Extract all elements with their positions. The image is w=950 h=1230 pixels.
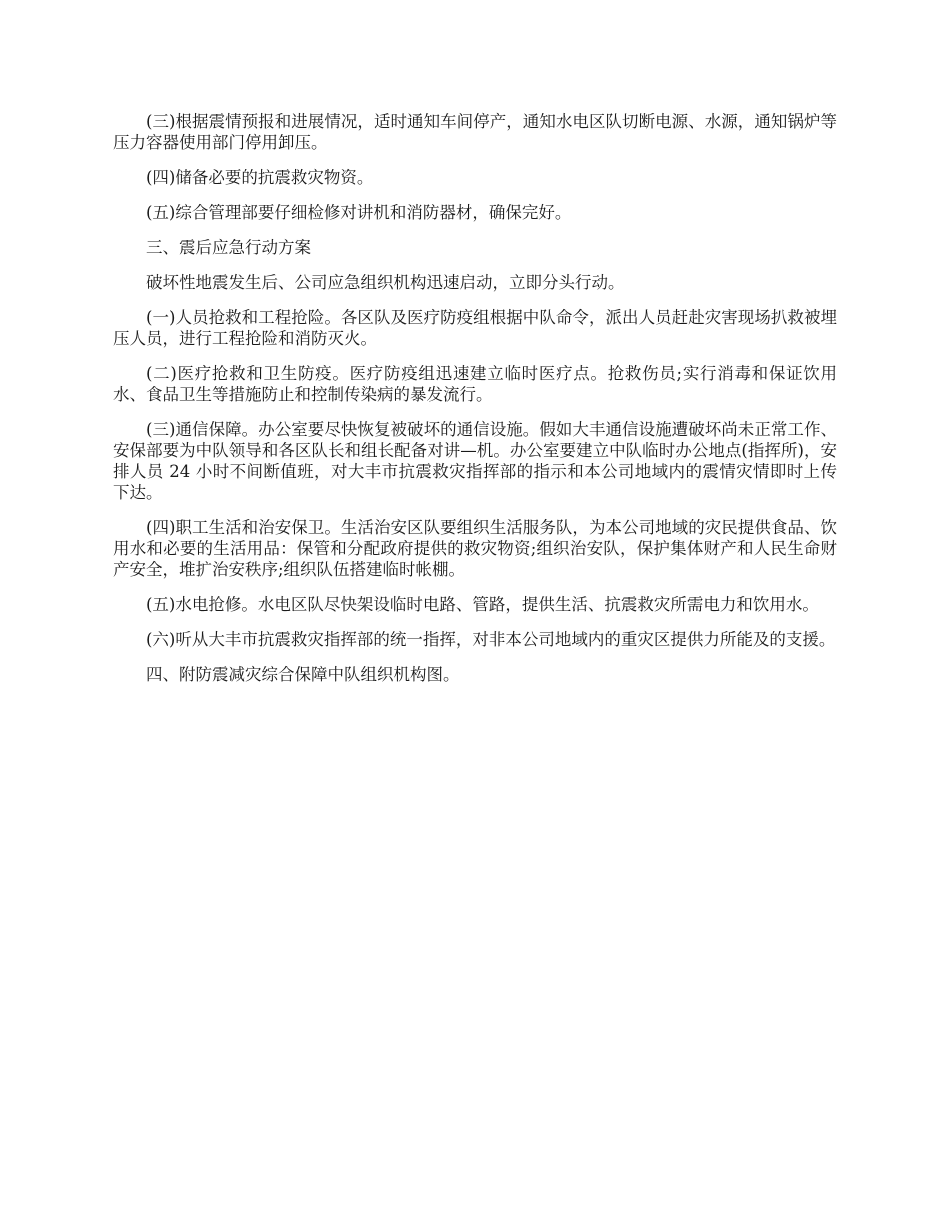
paragraph-emergency-start: 破坏性地震发生后、公司应急组织机构迅速启动，立即分头行动。 — [146, 273, 625, 292]
paragraph-living-security: (四)职工生活和治安保卫。生活治安区队要组织生活服务队，为本公司地域的灾民提供食品、饮用水和必要的生活用品：保管和分配政府提供的救灾物资;组织治安队，保护集体财产和人民生命财产安全，堆扩治安秩序;组织队伍搭建临时帐棚。 — [113, 518, 837, 579]
paragraph-notify-shutdown: (三)根据震情预报和进展情况，适时通知车间停产，通知水电区队切断电源、水源，通知锅炉等压力容器使用部门停用卸压。 — [113, 112, 837, 152]
paragraph-communications: (三)通信保障。办公室要尽快恢复被破坏的通信设施。假如大丰通信设施遭破坏尚未正常工作、安保部要为中队领导和各区队长和组长配备对讲—机。办公室要建立中队临时办公地点(指挥所)，安排人员 24 小时不间断值班，对大丰市抗震救灾指挥部的指示和本公司地域内的震情灾情即时上传下达。 — [113, 420, 837, 502]
paragraph-inspect-equipment: (五)综合管理部要仔细检修对讲机和消防器材，确保完好。 — [146, 203, 572, 222]
paragraph-rescue: (一)人员抢救和工程抢险。各区队及医疗防疫组根据中队命令，派出人员赶赴灾害现场扒救被埋压人员，进行工程抢险和消防灭火。 — [113, 308, 837, 348]
paragraph-utility-repair: (五)水电抢修。水电区队尽快架设临时电路、管路，提供生活、抗震救灾所需电力和饮用水。 — [146, 595, 819, 614]
paragraph-medical: (二)医疗抢救和卫生防疫。医疗防疫组迅速建立临时医疗点。抢救伤员;实行消毒和保证饮用水、食品卫生等措施防止和控制传染病的暴发流行。 — [113, 364, 837, 404]
paragraph-support: (六)听从大丰市抗震救灾指挥部的统一指挥，对非本公司地域内的重灾区提供力所能及的支援。 — [146, 630, 836, 649]
document-body — [113, 111, 837, 699]
section-heading-post-quake-plan: 三、震后应急行动方案 — [146, 238, 311, 257]
section-heading-org-chart: 四、附防震减灾综合保障中队组织机构图。 — [146, 665, 460, 684]
paragraph-reserve-supplies: (四)储备必要的抗震救灾物资。 — [146, 168, 374, 187]
